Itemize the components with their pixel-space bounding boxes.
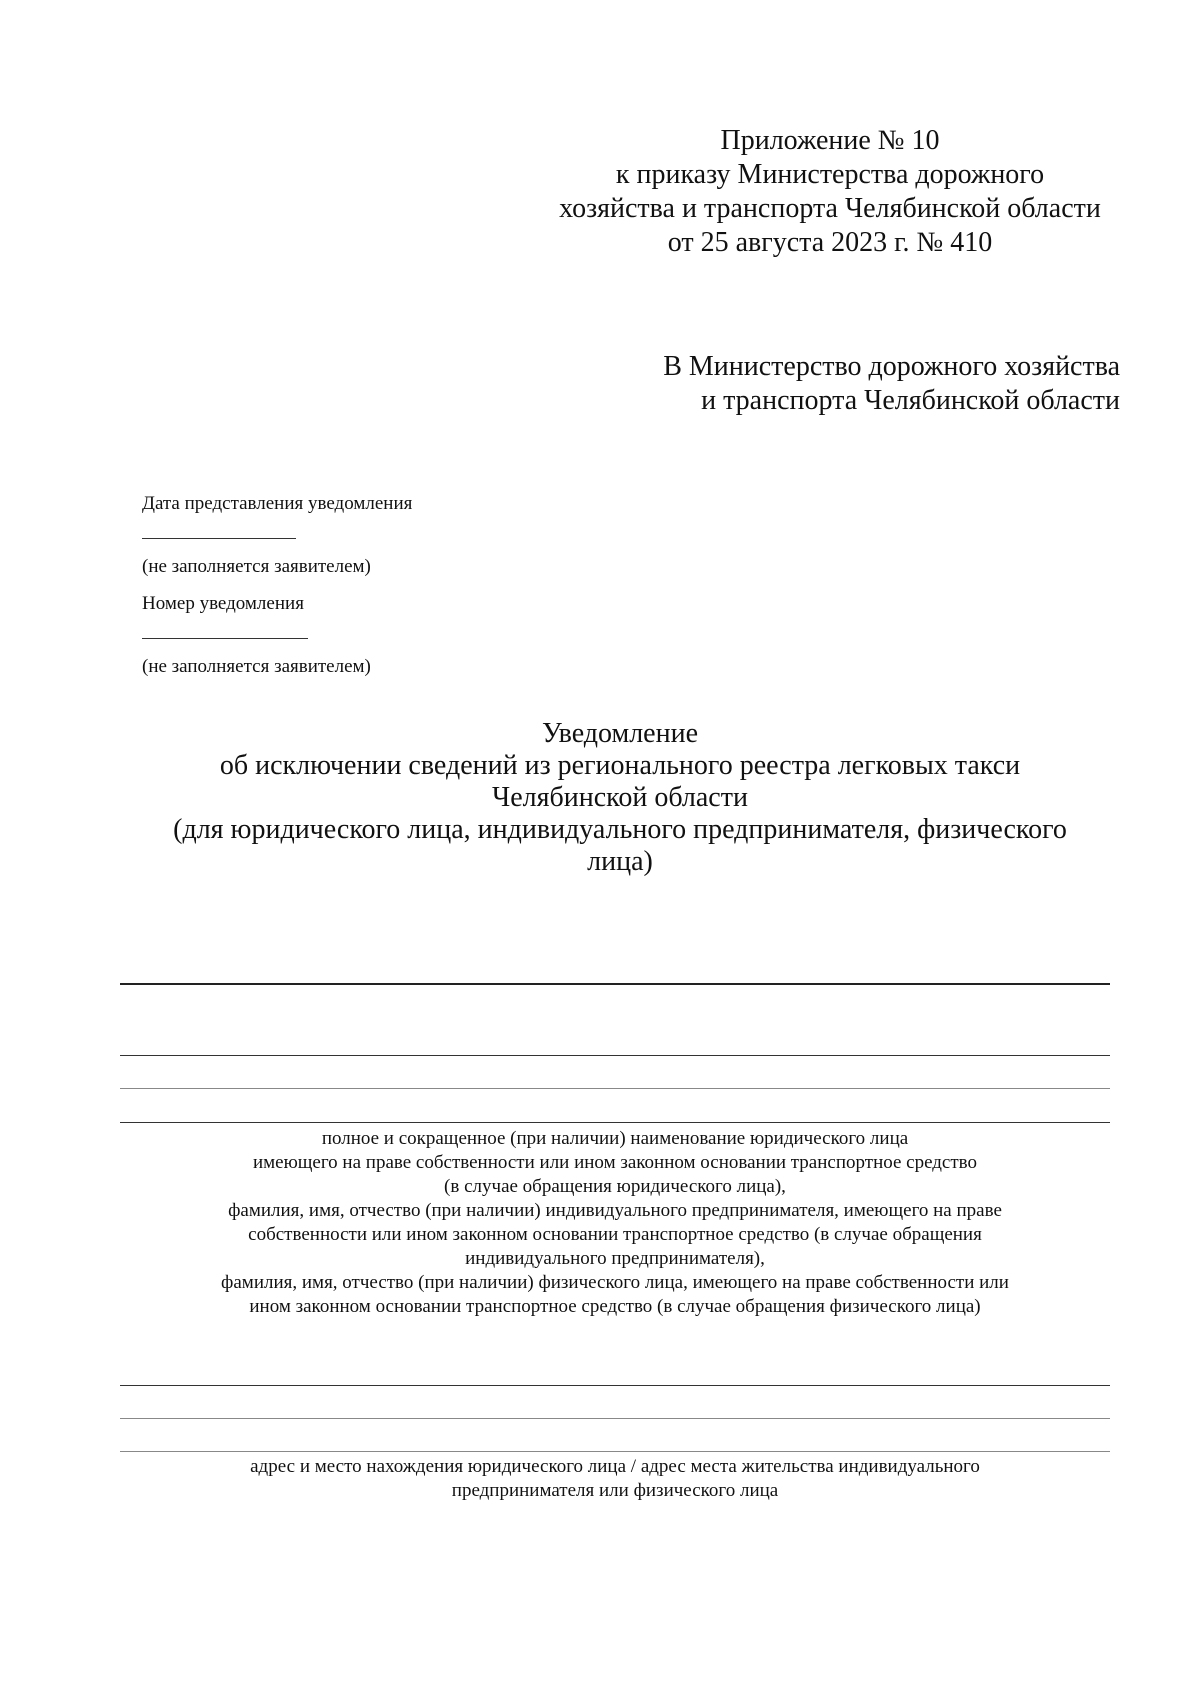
applicant-note-line: имеющего на праве собственности или ином законном основании транспортное средство — [252, 1152, 978, 1173]
applicant-note-line: фамилия, имя, отчество (при наличии) индивидуального предпринимателя, имеющего на праве — [228, 1200, 1002, 1221]
applicant-line-4[interactable] — [120, 1122, 1110, 1123]
address-note — [120, 1455, 1110, 1503]
address-line-1[interactable] — [120, 1385, 1110, 1386]
address-note-line: адрес и место нахождения юридического лица / адрес места жительства индивидуального — [250, 1456, 980, 1477]
date-note: (не заполняется заявителем) — [142, 556, 371, 577]
title-line: Уведомление — [541, 718, 698, 749]
applicant-note-line: полное и сокращенное (при наличии) наименование юридического лица — [321, 1128, 909, 1149]
appendix-line: от 25 августа 2023 г. № 410 — [667, 227, 993, 258]
date-field-line[interactable] — [142, 538, 296, 539]
applicant-note — [120, 1127, 1110, 1319]
appendix-line: Приложение № 10 — [720, 125, 940, 156]
title-line: лица) — [587, 846, 653, 877]
number-field-line[interactable] — [142, 638, 308, 639]
address-note-line: предпринимателя или физического лица — [451, 1480, 779, 1501]
number-label: Номер уведомления — [142, 593, 304, 614]
recipient-block — [600, 350, 1120, 418]
appendix-line: хозяйства и транспорта Челябинской области — [559, 193, 1101, 224]
applicant-line-3[interactable] — [120, 1088, 1110, 1089]
address-line-2[interactable] — [120, 1418, 1110, 1419]
address-line-3[interactable] — [120, 1451, 1110, 1452]
appendix-header — [540, 124, 1120, 260]
document-title — [120, 718, 1120, 878]
title-line: Челябинской области — [492, 782, 748, 813]
applicant-note-line: (в случае обращения юридического лица), — [444, 1176, 786, 1197]
date-label: Дата представления уведомления — [142, 493, 413, 514]
applicant-note-line: фамилия, имя, отчество (при наличии) физического лица, имеющего на праве собственности или — [221, 1272, 1009, 1293]
title-line: (для юридического лица, индивидуального предпринимателя, физического — [173, 814, 1067, 845]
recipient-line: В Министерство дорожного хозяйства — [663, 351, 1120, 382]
applicant-line-1[interactable] — [120, 983, 1110, 985]
appendix-line: к приказу Министерства дорожного — [615, 159, 1045, 190]
applicant-note-line: ином законном основании транспортное средство (в случае обращения физического лица) — [249, 1296, 981, 1317]
number-note: (не заполняется заявителем) — [142, 656, 371, 677]
applicant-line-2[interactable] — [120, 1055, 1110, 1056]
applicant-note-line: индивидуального предпринимателя), — [465, 1248, 765, 1269]
recipient-line: и транспорта Челябинской области — [701, 385, 1120, 416]
title-line: об исключении сведений из регионального реестра легковых такси — [219, 750, 1021, 781]
applicant-note-line: собственности или ином законном основании транспортное средство (в случае обращения — [248, 1224, 982, 1245]
